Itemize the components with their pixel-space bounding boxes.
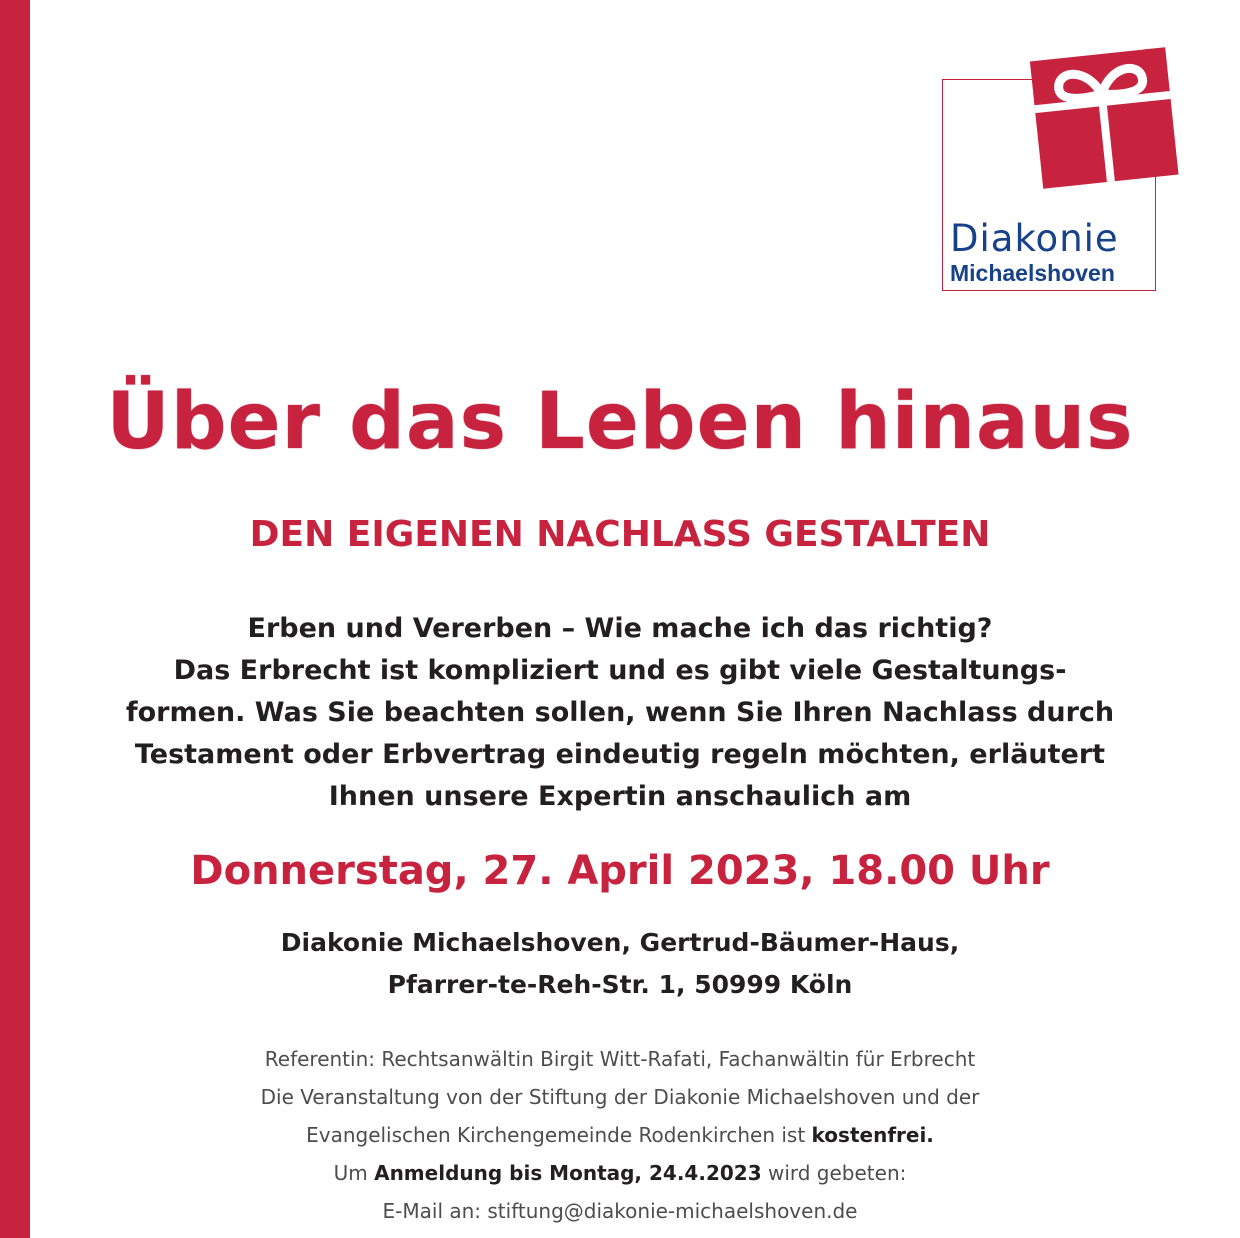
page-subtitle: DEN EIGENEN NACHLASS GESTALTEN: [249, 514, 991, 555]
intro-line: formen. Was Sie beachten sollen, wenn Sie Ihren Nachlass durch: [125, 697, 1115, 728]
organizer-line: Die Veranstaltung von der Stiftung der Diakonie Michaelshoven und der: [260, 1085, 980, 1109]
event-location: [40, 922, 1200, 1006]
intro-line: Das Erbrecht ist kompliziert und es gibt viele Gestaltungs-: [173, 655, 1067, 686]
email-line: E-Mail an: stiftung@diakonie-michaelshoven.de: [382, 1199, 858, 1223]
location-line: Pfarrer-te-Reh-Str. 1, 50999 Köln: [387, 970, 853, 999]
logo-wordmark-diakonie: Diakonie: [950, 217, 1119, 260]
gift-heart-icon: [1022, 36, 1186, 196]
event-info: [40, 1040, 1200, 1230]
location-line: Diakonie Michaelshoven, Gertrud-Bäumer-Haus,: [280, 928, 960, 957]
registration-deadline: Anmeldung bis Montag, 24.4.2023: [374, 1161, 762, 1185]
registration-prefix: Um: [333, 1161, 375, 1185]
intro-text: [40, 608, 1200, 818]
logo-wordmark-michaelshoven: Michaelshoven: [950, 260, 1115, 286]
registration-suffix: wird gebeten:: [761, 1161, 907, 1185]
page-title: Über das Leben hinaus: [106, 377, 1134, 467]
intro-line: Ihnen unsere Expertin anschaulich am: [328, 781, 912, 812]
registration-line: [40, 1154, 1200, 1192]
left-accent-bar: [0, 0, 30, 1238]
intro-line: Erben und Vererben – Wie mache ich das richtig?: [247, 613, 993, 644]
event-date: Donnerstag, 27. April 2023, 18.00 Uhr: [190, 848, 1050, 894]
organizer-line: [40, 1116, 1200, 1154]
intro-line: Testament oder Erbvertrag eindeutig regeln möchten, erläutert: [134, 739, 1106, 770]
free-of-charge-label: kostenfrei.: [811, 1123, 934, 1147]
organizer-text: Evangelischen Kirchengemeinde Rodenkirchen ist: [306, 1123, 812, 1147]
speaker-line: Referentin: Rechtsanwältin Birgit Witt-Rafati, Fachanwältin für Erbrecht: [264, 1047, 976, 1071]
